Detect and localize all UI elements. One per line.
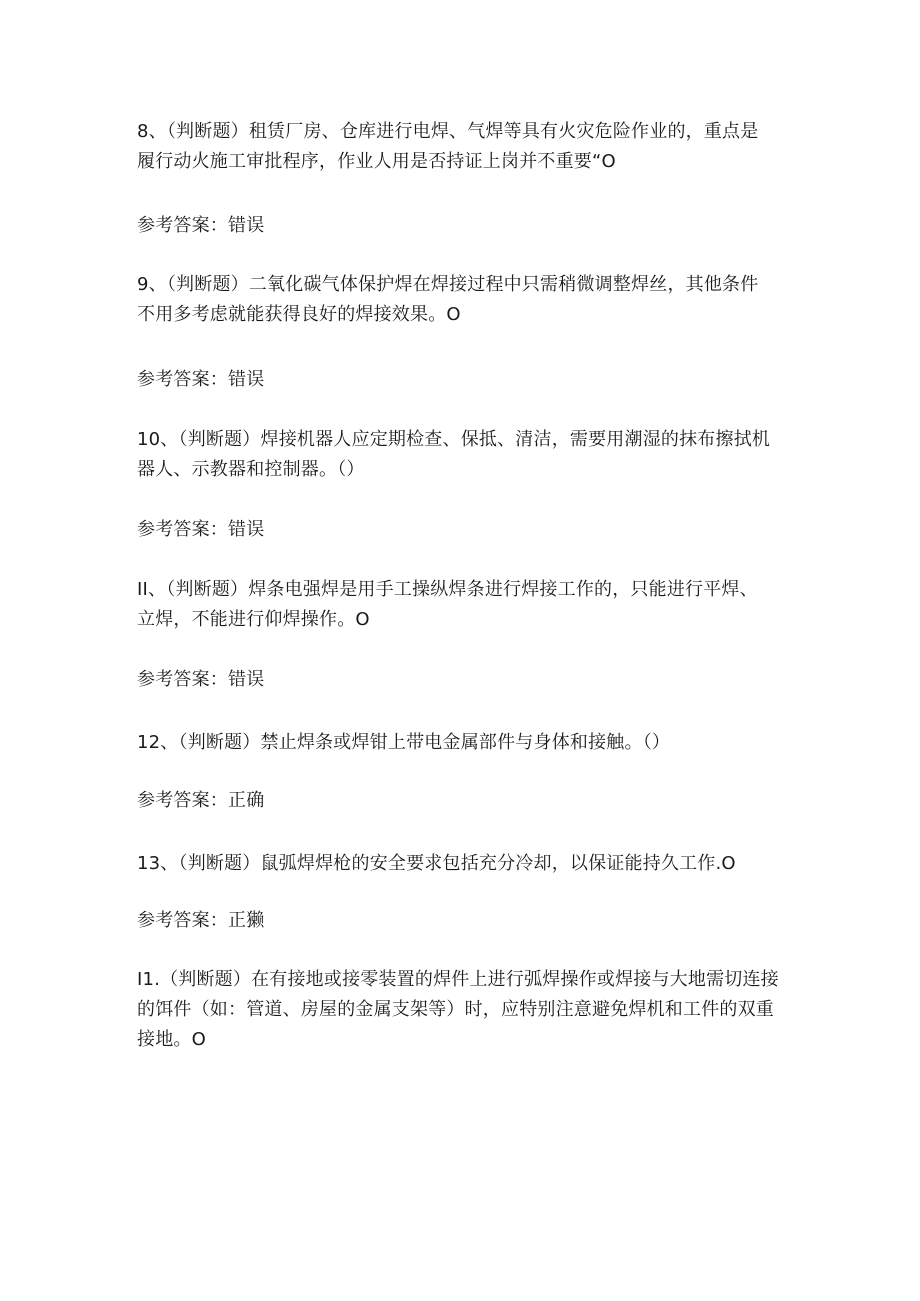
question-text-line: 履行动火施工审批程序，作业人用是否持证上岗并不重要“O (137, 151, 616, 172)
question-text-line: 10、（判断题）焊接机器人应定期检查、保抵、清洁，需要用潮湿的抹布擦拭机 (137, 429, 771, 450)
answer-12 (137, 786, 787, 816)
question-10 (137, 425, 787, 485)
answer-text: 参考答案：错误 (137, 215, 265, 236)
answer-10 (137, 515, 787, 545)
question-text-line: 立焊，不能进行仰焊操作。O (137, 609, 370, 630)
question-11 (137, 575, 787, 635)
question-text-line: 13、（判断题）鼠弧焊焊枪的安全要求包括充分冷却，以保证能持久工作.O (137, 853, 736, 874)
answer-text: 参考答案：错误 (137, 669, 265, 690)
question-text-line: 的饵件（如：管道、房屋的金属支架等）时，应特别注意避免焊机和工件的双重 (137, 999, 774, 1020)
question-text-line: I1.（判断题）在有接地或接零装置的焊件上进行弧焊操作或焊接与大地需切连接 (137, 969, 779, 990)
question-text-line: II、（判断题）焊条电强焊是用手工操纵焊条进行焊接工作的，只能进行平焊、 (137, 579, 758, 600)
answer-13 (137, 906, 787, 936)
question-text-line: 8、（判断题）租赁厂房、仓库进行电焊、气焊等具有火灾危险作业的，重点是 (137, 121, 759, 142)
answer-9 (137, 365, 787, 395)
question-13 (137, 849, 787, 879)
question-text-line: 12、（判断题）禁止焊条或焊钳上带电金属部件与身体和接触。（） (137, 732, 671, 753)
answer-text: 参考答案：错误 (137, 369, 265, 390)
question-text-line: 9、（判断题）二氧化碳气体保护焊在焊接过程中只需稍微调整焊丝，其他条件 (137, 274, 759, 295)
answer-text: 参考答案：正獭 (137, 910, 265, 931)
answer-text: 参考答案：错误 (137, 519, 265, 540)
question-8 (137, 117, 787, 177)
answer-text: 参考答案：正确 (137, 790, 265, 811)
question-14 (137, 965, 787, 1055)
question-12 (137, 728, 787, 758)
question-9 (137, 270, 787, 330)
question-text-line: 器人、示教器和控制器。（） (137, 459, 365, 480)
answer-11 (137, 665, 787, 695)
question-text-line: 不用多考虑就能获得良好的焊接效果。O (137, 304, 461, 325)
question-text-line: 接地。O (137, 1029, 206, 1050)
answer-8 (137, 211, 787, 241)
